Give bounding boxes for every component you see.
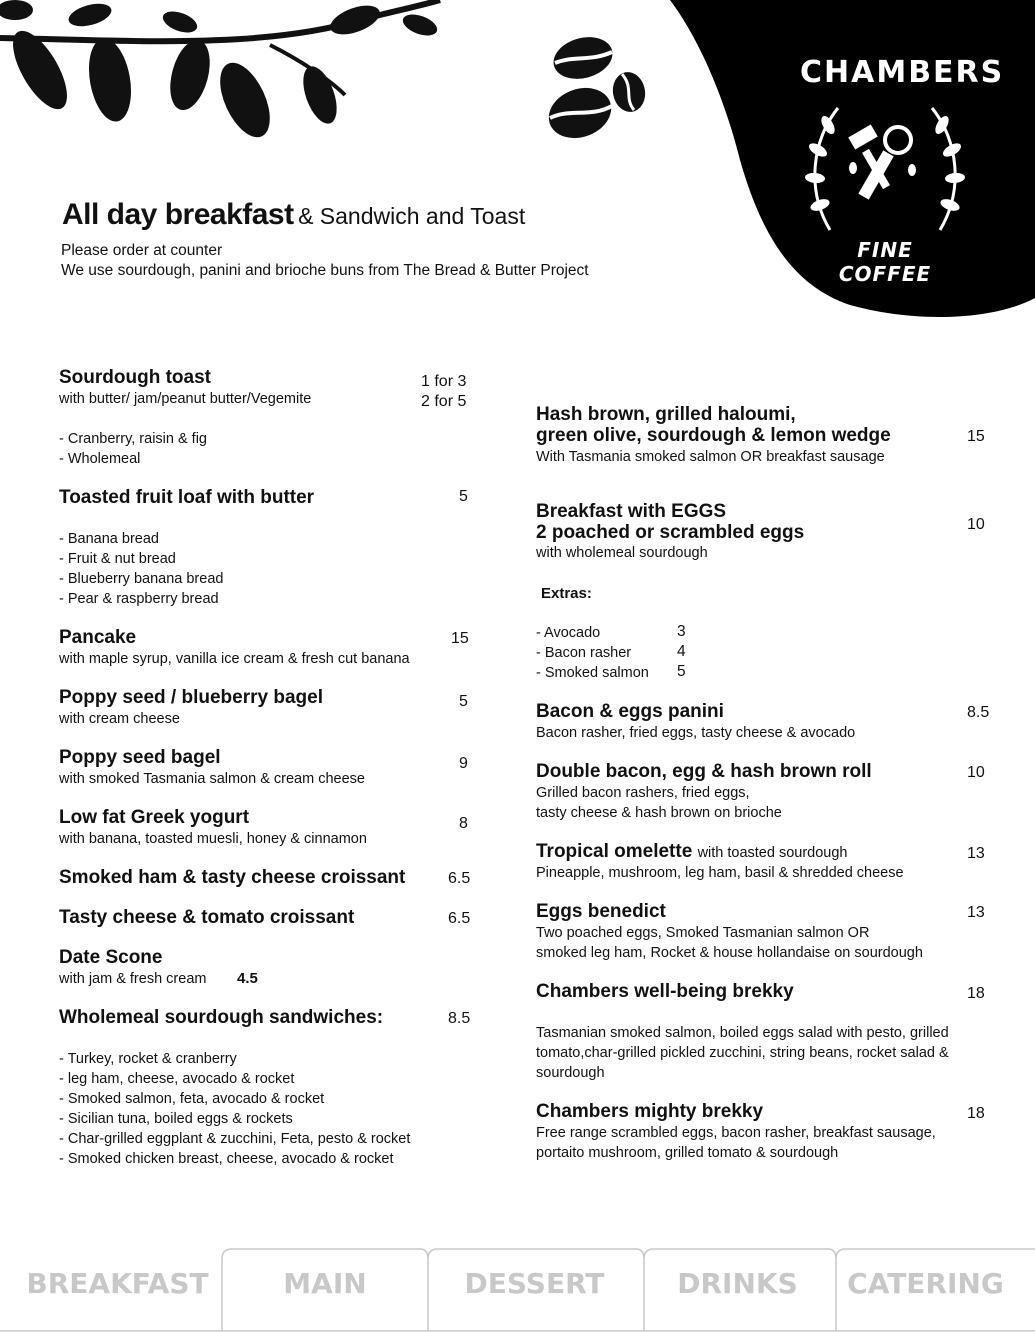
list-item: - Fruit & nut bread bbox=[59, 551, 176, 567]
list-item: - leg ham, cheese, avocado & rocket bbox=[59, 1071, 295, 1087]
brand-tagline: FINE COFFEE bbox=[838, 238, 932, 286]
item-price: 8.5 bbox=[967, 704, 990, 721]
item-price: 2 for 5 bbox=[421, 393, 467, 410]
item-name: Wholemeal sourdough sandwiches: bbox=[59, 1007, 384, 1028]
item-desc: With Tasmania smoked salmon OR breakfast sausage bbox=[536, 449, 885, 465]
item-price: 15 bbox=[451, 630, 469, 647]
item-desc: sourdough bbox=[536, 1065, 605, 1081]
coffee-beans-icon bbox=[542, 31, 649, 147]
item-name: 2 poached or scrambled eggs bbox=[536, 522, 805, 543]
list-item: - Smoked salmon bbox=[536, 665, 649, 681]
item-name: Smoked ham & tasty cheese croissant bbox=[59, 867, 406, 888]
list-item: - Banana bread bbox=[59, 531, 159, 547]
item-name: Eggs benedict bbox=[536, 901, 666, 922]
intro-line-1: Please order at counter bbox=[61, 242, 223, 259]
item-price: 9 bbox=[459, 755, 468, 772]
item-desc: with wholemeal sourdough bbox=[536, 545, 708, 561]
item-price: 6.5 bbox=[448, 870, 471, 887]
item-name: Poppy seed bagel bbox=[59, 747, 221, 768]
item-desc: tasty cheese & hash brown on brioche bbox=[536, 805, 782, 821]
title-main: All day breakfast bbox=[62, 198, 294, 231]
item-price: 18 bbox=[967, 1105, 985, 1122]
leaf-branch-icon bbox=[0, 0, 440, 145]
tab-catering[interactable]: CATERING bbox=[847, 1267, 1004, 1300]
item-desc: Free range scrambled eggs, bacon rasher, breakfast sausage, bbox=[536, 1125, 936, 1141]
item-name: Pancake bbox=[59, 627, 137, 648]
extras-prices bbox=[677, 622, 686, 682]
item-name: Poppy seed / blueberry bagel bbox=[59, 687, 323, 708]
item-desc: smoked leg ham, Rocket & house hollandaise on sourdough bbox=[536, 945, 923, 961]
list-item: - Bacon rasher bbox=[536, 645, 632, 661]
item-name: green olive, sourdough & lemon wedge bbox=[536, 425, 891, 446]
item-price: 18 bbox=[967, 985, 985, 1002]
option-list bbox=[59, 429, 207, 469]
item-price: 8.5 bbox=[448, 1010, 471, 1027]
item-price: 1 for 3 bbox=[421, 373, 467, 390]
item-name: Chambers mighty brekky bbox=[536, 1101, 764, 1122]
item-desc: with butter/ jam/peanut butter/Vegemite bbox=[59, 391, 312, 407]
item-price: 5 bbox=[459, 488, 468, 505]
item-price: 13 bbox=[967, 845, 985, 862]
item-price: 10 bbox=[967, 516, 985, 533]
item-name: Date Scone bbox=[59, 947, 163, 968]
tab-drinks[interactable]: DRINKS bbox=[677, 1267, 798, 1300]
item-price: 5 bbox=[459, 693, 468, 710]
item-price: 15 bbox=[967, 428, 985, 445]
item-name: Bacon & eggs panini bbox=[536, 701, 724, 722]
item-price: 8 bbox=[459, 815, 468, 832]
item-price: 13 bbox=[967, 904, 985, 921]
item-name: Chambers well-being brekky bbox=[536, 981, 794, 1002]
title-sub: & Sandwich and Toast bbox=[298, 203, 526, 229]
list-item: - Smoked chicken breast, cheese, avocado & rocket bbox=[59, 1151, 394, 1167]
item-name-suffix: with toasted sourdough bbox=[697, 845, 848, 861]
item-desc: tomato,char-grilled pickled zucchini, string beans, rocket salad & bbox=[536, 1045, 949, 1061]
extras-list bbox=[536, 623, 649, 683]
option-list bbox=[59, 529, 223, 609]
intro-line-2: We use sourdough, panini and brioche buns from The Bread & Butter Project bbox=[61, 262, 589, 279]
list-item: - Turkey, rocket & cranberry bbox=[59, 1051, 237, 1067]
list-item-price: 5 bbox=[677, 663, 686, 680]
option-list bbox=[59, 1049, 410, 1169]
item-desc: with banana, toasted muesli, honey & cinnamon bbox=[59, 831, 367, 847]
list-item: - Char-grilled eggplant & zucchini, Feta, pesto & rocket bbox=[59, 1131, 411, 1147]
item-name: Low fat Greek yogurt bbox=[59, 807, 250, 828]
tab-dessert[interactable]: DESSERT bbox=[464, 1267, 605, 1300]
page-title bbox=[62, 198, 525, 232]
list-item-price: 3 bbox=[677, 623, 686, 640]
tab-main[interactable]: MAIN bbox=[283, 1267, 367, 1300]
item-price: 4.5 bbox=[237, 970, 258, 987]
list-item: - Smoked salmon, feta, avocado & rocket bbox=[59, 1091, 325, 1107]
item-desc: Two poached eggs, Smoked Tasmanian salmon OR bbox=[536, 925, 870, 941]
item-desc: Pineapple, mushroom, leg ham, basil & shredded cheese bbox=[536, 865, 904, 881]
item-desc: Tasmanian smoked salmon, boiled eggs salad with pesto, grilled bbox=[536, 1025, 949, 1041]
item-desc: Bacon rasher, fried eggs, tasty cheese & avocado bbox=[536, 725, 856, 741]
brand-name: CHAMBERS bbox=[800, 55, 1005, 90]
item-name bbox=[536, 841, 848, 863]
item-name: Double bacon, egg & hash brown roll bbox=[536, 761, 872, 782]
list-item-price: 4 bbox=[677, 643, 686, 660]
item-desc: with smoked Tasmania salmon & cream cheese bbox=[59, 771, 365, 787]
tab-breakfast[interactable]: BREAKFAST bbox=[26, 1267, 209, 1300]
item-name: Tasty cheese & tomato croissant bbox=[59, 907, 355, 928]
item-desc: portaito mushroom, grilled tomato & sourdough bbox=[536, 1145, 839, 1161]
item-desc: with jam & fresh cream bbox=[59, 971, 207, 987]
item-name-main: Tropical omelette bbox=[536, 841, 693, 862]
list-item: - Avocado bbox=[536, 625, 601, 641]
item-desc: with maple syrup, vanilla ice cream & fresh cut banana bbox=[59, 651, 410, 667]
item-price: 10 bbox=[967, 764, 985, 781]
list-item: - Wholemeal bbox=[59, 451, 141, 467]
item-name: Toasted fruit loaf with butter bbox=[59, 487, 315, 508]
item-name: Sourdough toast bbox=[59, 367, 211, 388]
list-item: - Cranberry, raisin & fig bbox=[59, 431, 207, 447]
item-desc: with cream cheese bbox=[59, 711, 180, 727]
item-name: Hash brown, grilled haloumi, bbox=[536, 404, 796, 425]
item-name: Breakfast with EGGS bbox=[536, 501, 727, 522]
item-price: 6.5 bbox=[448, 910, 471, 927]
list-item: - Pear & raspberry bread bbox=[59, 591, 219, 607]
list-item: - Blueberry banana bread bbox=[59, 571, 224, 587]
list-item: - Sicilian tuna, boiled eggs & rockets bbox=[59, 1111, 293, 1127]
extras-label: Extras: bbox=[541, 585, 592, 602]
item-desc: Grilled bacon rashers, fried eggs, bbox=[536, 785, 750, 801]
